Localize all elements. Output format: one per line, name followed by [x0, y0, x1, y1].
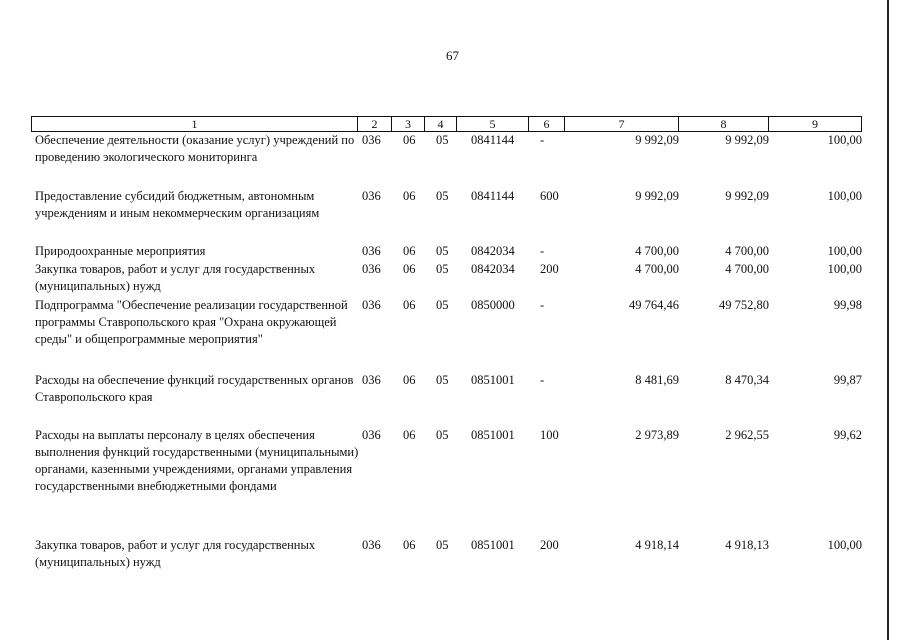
cell-type: - [540, 244, 545, 258]
cell-plan: 9 992,09 [635, 189, 679, 203]
cell-plan: 2 973,89 [635, 428, 679, 442]
header-col-1: 1 [32, 117, 358, 131]
cell-target: 0851001 [471, 373, 515, 387]
cell-percent: 99,62 [833, 428, 862, 442]
cell-admin: 036 [362, 244, 381, 258]
cell-actual: 4 918,13 [725, 538, 769, 552]
cell-percent: 100,00 [827, 262, 862, 276]
cell-percent: 100,00 [827, 538, 862, 552]
cell-target: 0842034 [471, 244, 515, 258]
row-name: Закупка товаров, работ и услуг для государственных (муниципальных) нужд [35, 262, 316, 293]
cell-target: 0841144 [471, 133, 515, 147]
cell-type: 600 [540, 189, 559, 203]
cell-target: 0851001 [471, 428, 515, 442]
cell-type: 100 [540, 428, 559, 442]
header-col-5: 5 [457, 117, 529, 131]
header-col-7: 7 [565, 117, 679, 131]
cell-subsection: 05 [436, 373, 449, 387]
cell-admin: 036 [362, 262, 381, 276]
cell-subsection: 05 [436, 244, 449, 258]
cell-subsection: 05 [436, 262, 449, 276]
header-col-2: 2 [358, 117, 392, 131]
header-col-6: 6 [529, 117, 565, 131]
table-header [31, 116, 862, 132]
cell-section: 06 [403, 298, 416, 312]
cell-section: 06 [403, 244, 416, 258]
cell-section: 06 [403, 538, 416, 552]
page-number: 67 [446, 48, 459, 63]
cell-section: 06 [403, 262, 416, 276]
cell-admin: 036 [362, 428, 381, 442]
cell-subsection: 05 [436, 298, 449, 312]
cell-target: 0851001 [471, 538, 515, 552]
row-name: Расходы на обеспечение функций государственных органов Ставропольского края [35, 373, 354, 404]
cell-admin: 036 [362, 298, 381, 312]
cell-type: - [540, 373, 545, 387]
cell-percent: 100,00 [827, 244, 862, 258]
row-name: Подпрограмма "Обеспечение реализации государственной программы Ставропольского края "Охрана окружающей среды" и общепрограммные мероприятия" [35, 298, 348, 346]
cell-section: 06 [403, 133, 416, 147]
cell-actual: 49 752,80 [719, 298, 769, 312]
cell-actual: 2 962,55 [725, 428, 769, 442]
row-name: Закупка товаров, работ и услуг для государственных (муниципальных) нужд [35, 538, 316, 569]
cell-percent: 99,98 [833, 298, 862, 312]
page-edge-rule [887, 0, 889, 640]
cell-subsection: 05 [436, 133, 449, 147]
cell-plan: 4 918,14 [635, 538, 679, 552]
row-name: Предоставление субсидий бюджетным, автономным учреждениям и иным некоммерческим организациям [35, 189, 320, 220]
header-col-3: 3 [392, 117, 425, 131]
cell-section: 06 [403, 428, 416, 442]
cell-subsection: 05 [436, 538, 449, 552]
header-col-4: 4 [425, 117, 457, 131]
cell-subsection: 05 [436, 189, 449, 203]
cell-actual: 8 470,34 [725, 373, 769, 387]
cell-section: 06 [403, 373, 416, 387]
cell-type: - [540, 133, 545, 147]
cell-admin: 036 [362, 538, 381, 552]
header-col-8: 8 [679, 117, 769, 131]
cell-percent: 100,00 [827, 133, 862, 147]
cell-section: 06 [403, 189, 416, 203]
cell-admin: 036 [362, 373, 381, 387]
cell-type: 200 [540, 262, 559, 276]
row-name: Обеспечение деятельности (оказание услуг) учреждений по проведению экологического мониторинга [35, 133, 355, 164]
cell-type: - [540, 298, 545, 312]
header-col-9: 9 [812, 117, 818, 131]
row-name: Расходы на выплаты персоналу в целях обеспечения выполнения функций государственными (муниципальными) органами, казенными учреждениями, органами управления государственными внебюджетными фондами [35, 428, 359, 493]
cell-type: 200 [540, 538, 559, 552]
cell-percent: 100,00 [827, 189, 862, 203]
cell-admin: 036 [362, 189, 381, 203]
cell-plan: 4 700,00 [635, 262, 679, 276]
cell-plan: 9 992,09 [635, 133, 679, 147]
cell-admin: 036 [362, 133, 381, 147]
cell-percent: 99,87 [833, 373, 862, 387]
cell-actual: 9 992,09 [725, 133, 769, 147]
cell-actual: 4 700,00 [725, 244, 769, 258]
cell-actual: 4 700,00 [725, 262, 769, 276]
cell-target: 0842034 [471, 262, 515, 276]
cell-target: 0841144 [471, 189, 515, 203]
cell-subsection: 05 [436, 428, 449, 442]
row-name: Природоохранные мероприятия [35, 244, 206, 258]
cell-target: 0850000 [471, 298, 515, 312]
cell-actual: 9 992,09 [725, 189, 769, 203]
cell-plan: 4 700,00 [635, 244, 679, 258]
cell-plan: 49 764,46 [629, 298, 679, 312]
cell-plan: 8 481,69 [635, 373, 679, 387]
